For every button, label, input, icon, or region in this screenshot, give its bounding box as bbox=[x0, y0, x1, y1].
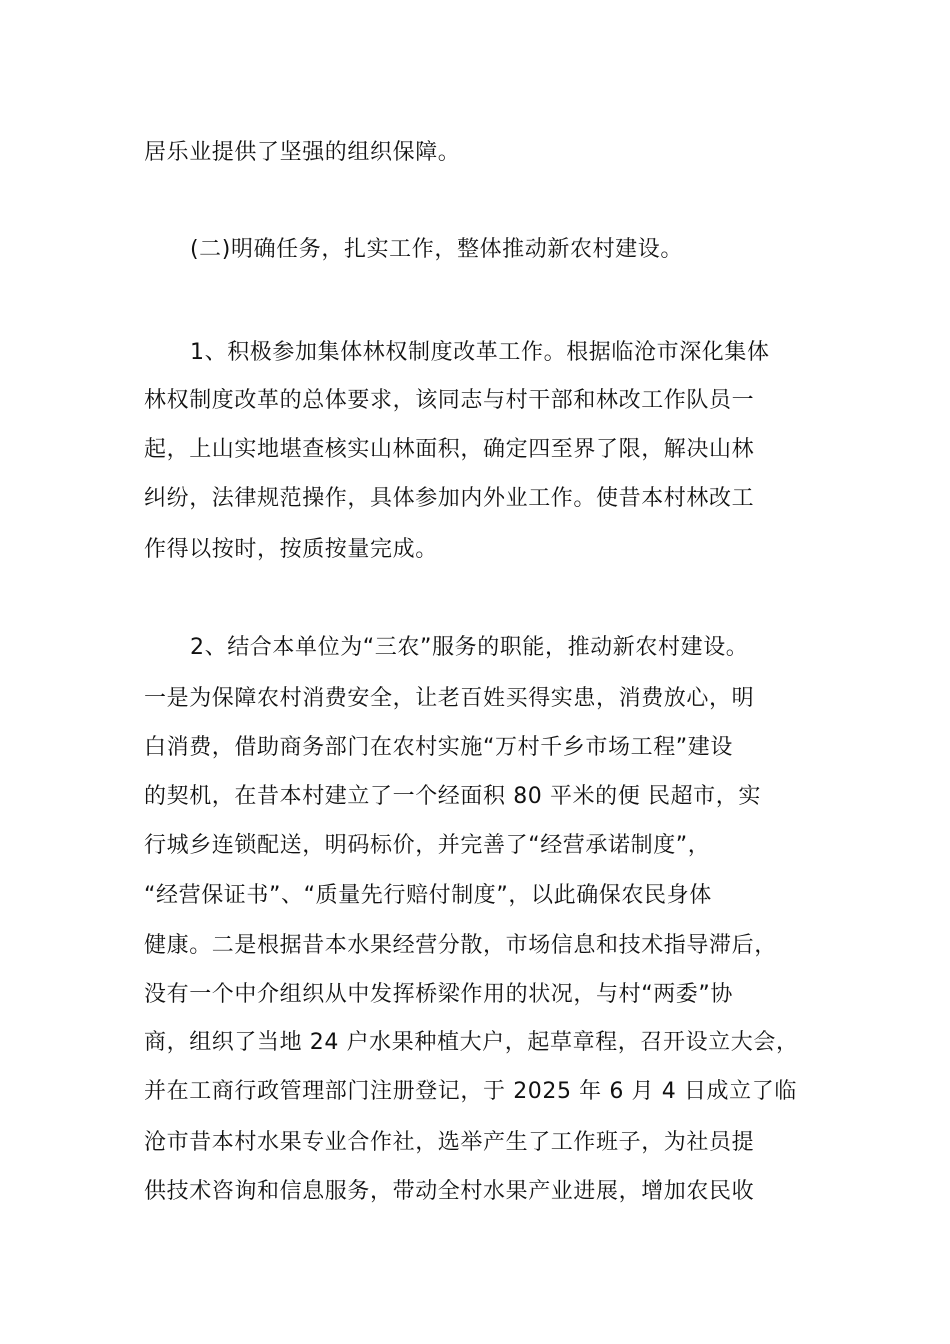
paragraph-line: 作得以按时，按质按量完成。 bbox=[144, 537, 438, 562]
paragraph-line: 林权制度改革的总体要求，该同志与村干部和林改工作队员一 bbox=[144, 388, 755, 413]
paragraph-line: 健康。二是根据昔本水果经营分散，市场信息和技术指导滞后， bbox=[144, 933, 777, 958]
paragraph-line: 一是为保障农村消费安全，让老百姓买得实患，消费放心，明 bbox=[144, 686, 755, 711]
paragraph-line: 居乐业提供了坚强的组织保障。 bbox=[144, 140, 461, 165]
paragraph-line: 的契机，在昔本村建立了一个经面积 80 平米的便 民超市，实 bbox=[144, 784, 761, 809]
paragraph-line: 1、积极参加集体林权制度改革工作。根据临沧市深化集体 bbox=[190, 340, 770, 365]
paragraph-line: 起，上山实地堪查核实山林面积，确定四至界了限，解决山林 bbox=[144, 437, 755, 462]
paragraph-line: 没有一个中介组织从中发挥桥梁作用的状况，与村“两委”协 bbox=[144, 982, 733, 1007]
paragraph-line: 白消费，借助商务部门在农村实施“万村千乡市场工程”建设 bbox=[144, 735, 733, 760]
paragraph-line: 纠纷，法律规范操作，具体参加内外业工作。使昔本村林改工 bbox=[144, 486, 755, 511]
section-heading: (二)明确任务，扎实工作，整体推动新农村建设。 bbox=[190, 237, 683, 262]
paragraph-line: 行城乡连锁配送，明码标价，并完善了“经营承诺制度”， bbox=[144, 833, 711, 858]
paragraph-line: 2、结合本单位为“三农”服务的职能，推动新农村建设。 bbox=[190, 635, 749, 660]
paragraph-line: 商，组织了当地 24 户水果种植大户，起草章程，召开设立大会， bbox=[144, 1030, 799, 1055]
paragraph-line: 并在工商行政管理部门注册登记，于 2025 年 6 月 4 日成立了临 bbox=[144, 1079, 797, 1104]
paragraph-line: “经营保证书”、“质量先行赔付制度”，以此确保农民身体 bbox=[144, 883, 712, 908]
paragraph-line: 沧市昔本村水果专业合作社，选举产生了工作班子，为社员提 bbox=[144, 1130, 755, 1155]
paragraph-line: 供技术咨询和信息服务，带动全村水果产业进展，增加农民收 bbox=[144, 1179, 755, 1204]
